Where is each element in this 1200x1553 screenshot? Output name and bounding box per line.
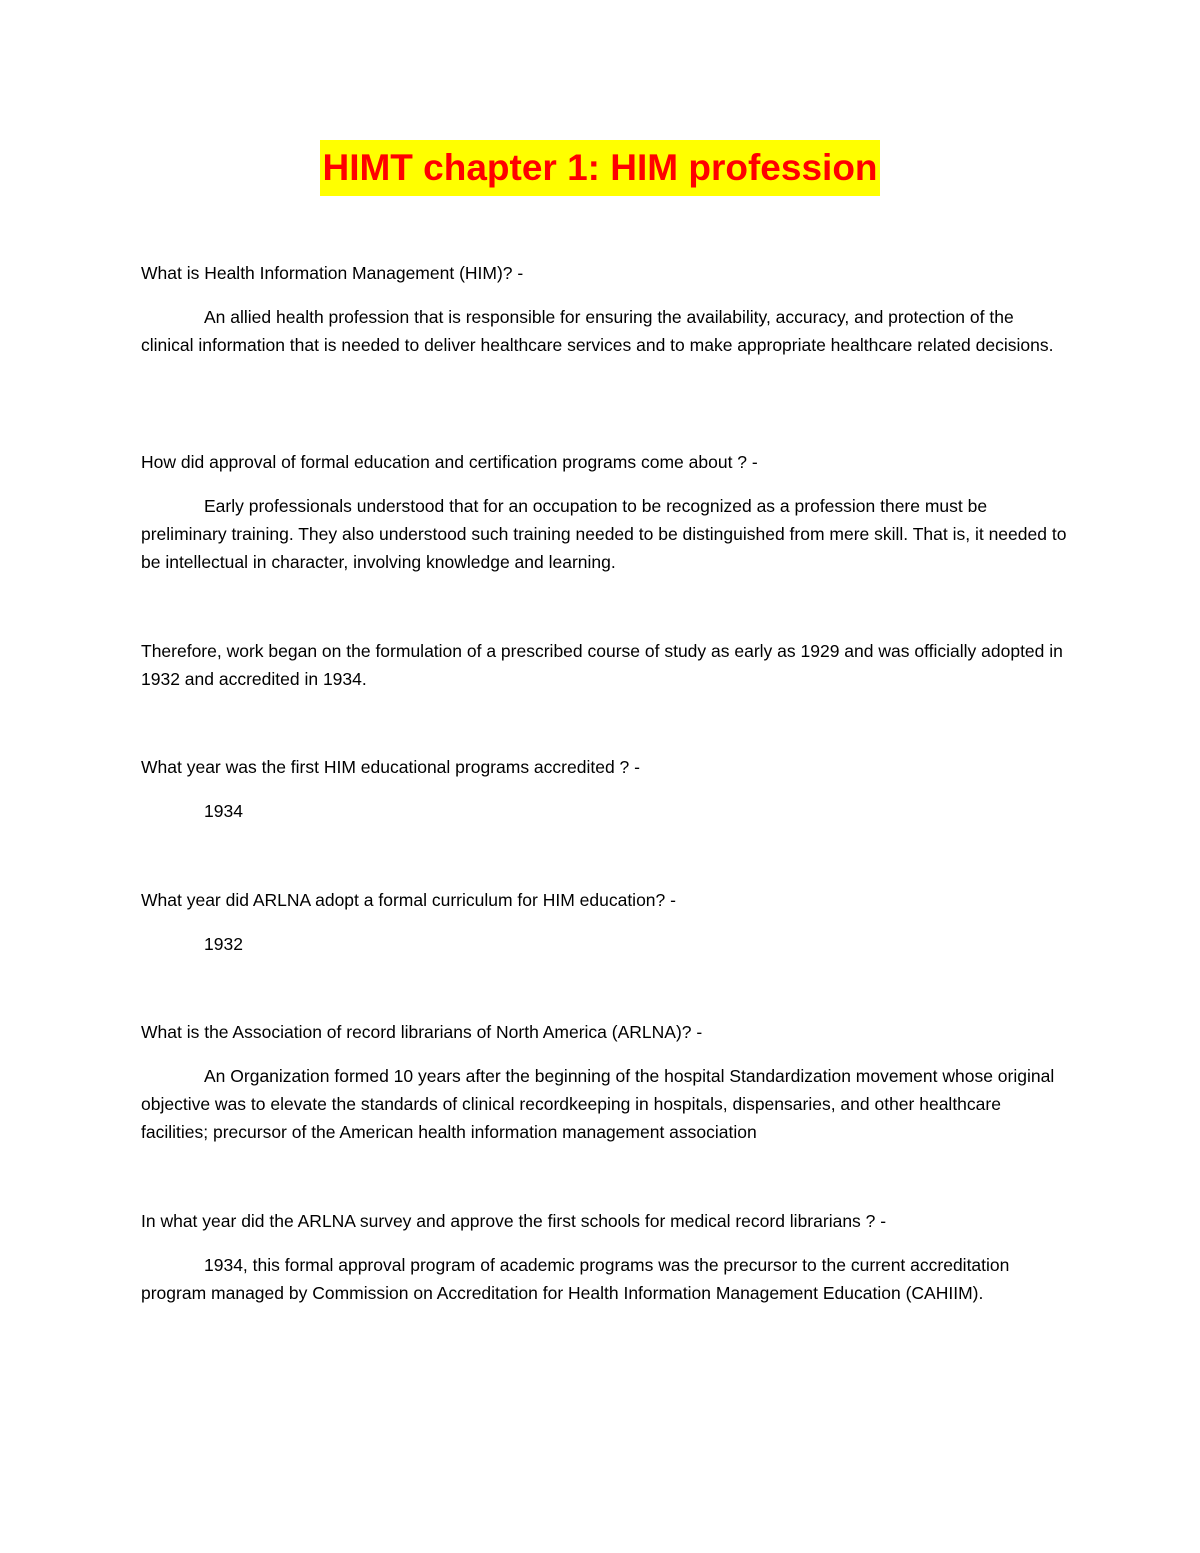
question-2: How did approval of formal education and certification programs come about ? - — [141, 452, 758, 472]
answer-3: 1934 — [204, 801, 243, 821]
question-4: What year did ARLNA adopt a formal curriculum for HIM education? - — [141, 890, 676, 910]
question-6: In what year did the ARLNA survey and approve the first schools for medical record librarians ? - — [141, 1211, 887, 1231]
answer-2-continuation: Therefore, work began on the formulation of a prescribed course of study as early as 1929 and was officially adopted in 1932 and accredited in 1934. — [141, 641, 1063, 689]
answer-5: An Organization formed 10 years after the beginning of the hospital Standardization movement whose original objective was to elevate the standards of clinical recordkeeping in hospitals, dispensaries, and other healthcare facilities; precursor of the American health information management association — [141, 1066, 1055, 1142]
answer-1: An allied health profession that is responsible for ensuring the availability, accuracy, and protection of the clinical information that is needed to deliver healthcare services and to make appropriate healthcare related decisions. — [141, 307, 1054, 355]
question-3: What year was the first HIM educational programs accredited ? - — [141, 757, 640, 777]
question-1: What is Health Information Management (HIM)? - — [141, 263, 524, 283]
answer-2: Early professionals understood that for an occupation to be recognized as a profession there must be preliminary training. They also understood such training needed to be distinguished from mere skill. That is, it needed to be intellectual in character, involving knowledge and learning. — [141, 496, 1067, 572]
answer-4: 1932 — [204, 934, 243, 954]
document-title: HIMT chapter 1: HIM profession — [320, 140, 879, 196]
title-container — [0, 140, 1200, 196]
question-5: What is the Association of record librarians of North America (ARLNA)? - — [141, 1022, 703, 1042]
answer-6: 1934, this formal approval program of academic programs was the precursor to the current accreditation program managed by Commission on Accreditation for Health Information Management Education (CAHIIM). — [141, 1255, 1010, 1303]
